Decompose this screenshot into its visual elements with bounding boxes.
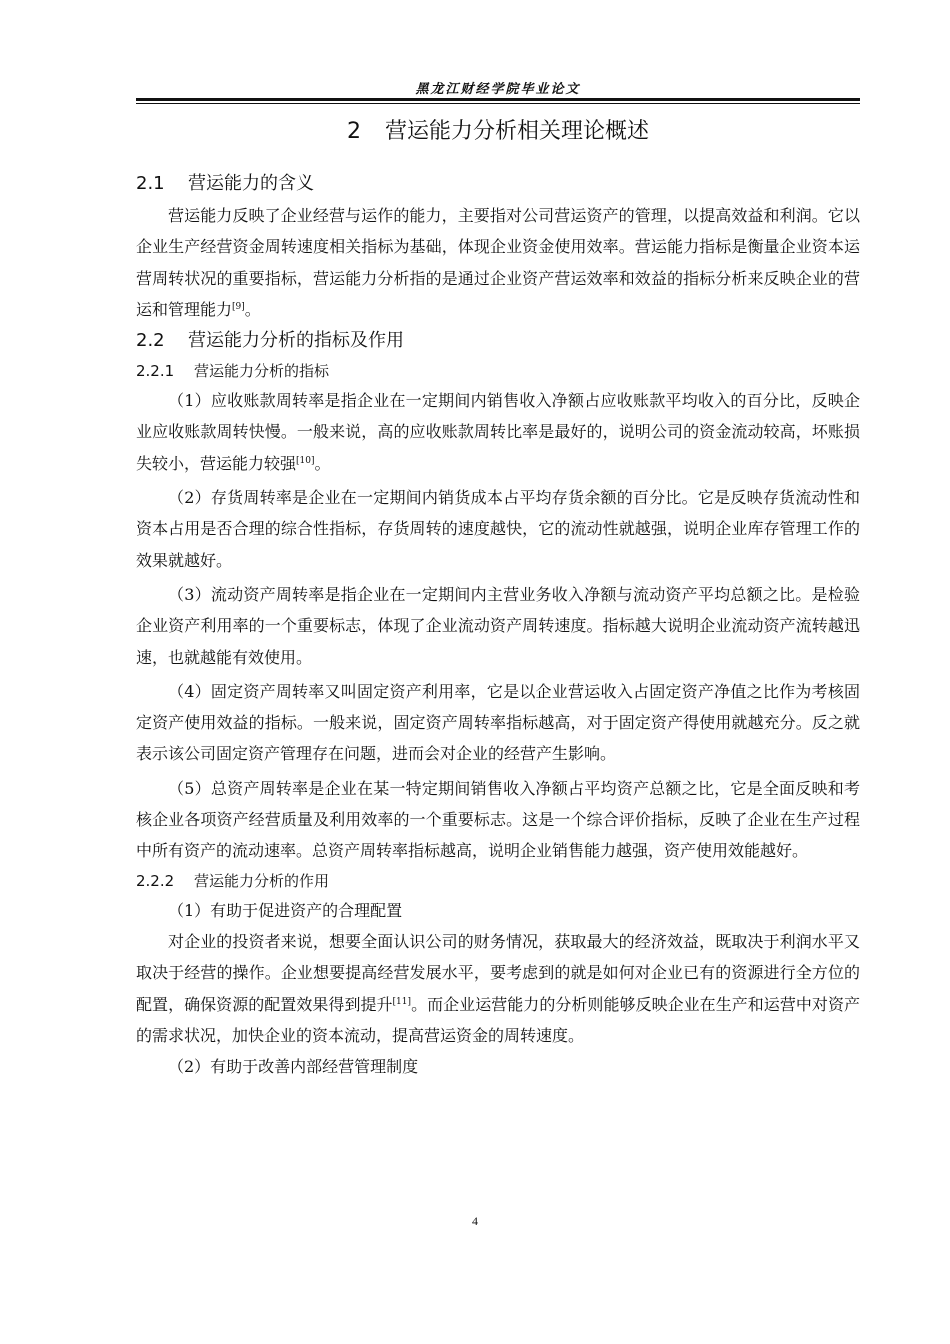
citation-ref: [9] (232, 301, 245, 312)
subsection-title: 营运能力分析的作用 (194, 871, 330, 890)
header-rule-thin (136, 103, 860, 104)
section-title: 营运能力分析的指标及作用 (188, 330, 404, 352)
indicator-item-4: （4）固定资产周转率又叫固定资产利用率，它是以企业营运收入占固定资产净值之比作为考核固定资产使用效益的指标。一般来说，固定资产周转率指标越高，对于固定资产得使用就越充分。反之就表示该公司固定资产管理存在问题，进而会对企业的经营产生影响。 (136, 681, 860, 764)
section-title: 营运能力的含义 (188, 173, 314, 194)
section-number: 2.2 (136, 330, 165, 352)
citation-ref: [11] (392, 996, 412, 1007)
paragraph-end: 。 (244, 299, 261, 319)
subsection-number: 2.2.1 (136, 362, 175, 381)
section-number: 2.1 (136, 173, 165, 194)
paragraph-text: （1）应收账款周转率是指企业在一定期间内销售收入净额占应收账款平均收入的百分比，反映企业应收账款周转快慢。一般来说，高的应收账款周转比率是最好的，说明公司的资金流动较高，坏账损失较小，营运能力较强 (136, 391, 860, 473)
paragraph-2-1 (136, 200, 860, 325)
running-header: 黑龙江财经学院毕业论文 (415, 82, 581, 97)
subsection-heading-2-2-1 (136, 357, 860, 385)
section-heading-2-1 (136, 168, 860, 200)
paragraph-text: 营运能力反映了企业经营与运作的能力，主要指对公司营运资产的管理，以提高效益和利润。它以企业生产经营资金周转速度相关指标为基础，体现企业资金使用效率。营运能力指标是衡量企业资本运营周转状况的重要指标，营运能力分析指的是通过企业资产营运效率和效益的指标分析来反映企业的营运和管理能力 (136, 206, 860, 319)
chapter-heading (136, 112, 860, 152)
page-number: 4 (472, 1214, 478, 1228)
chapter-title: 营运能力分析相关理论概述 (384, 119, 649, 144)
indicator-item-2: （2）存货周转率是企业在一定期间内销货成本占平均存货余额的百分比。它是反映存货流动性和资本占用是否合理的综合性指标，存货周转的速度越快，它的流动性就越强，说明企业库存管理工作的效果就越好。 (136, 488, 860, 570)
indicator-item-3: （3）流动资产周转率是指企业在一定期间内主营业务收入净额与流动资产平均总额之比。是检验企业资产利用率的一个重要标志，体现了企业流动资产周转速度。指标越大说明企业流动资产流转越迅速，也就越能有效使用。 (136, 584, 860, 667)
subsection-title: 营运能力分析的指标 (194, 362, 330, 381)
indicator-item-5: （5）总资产周转率是企业在某一特定期间销售收入净额占平均资产总额之比，它是全面反映和考核企业各项资产经营质量及利用效率的一个重要标志。这是一个综合评价指标，反映了企业在生产过程中所有资产的流动速率。总资产周转率指标越高，说明企业销售能力越强，资产使用效能越好。 (136, 778, 860, 861)
role-paragraph-1 (136, 926, 860, 1051)
indicator-item-1 (136, 385, 860, 479)
section-heading-2-2 (136, 325, 860, 357)
role-subheading-2: （2）有助于改善内部经营管理制度 (168, 1057, 419, 1077)
header-rule-thick (136, 98, 860, 101)
chapter-number: 2 (346, 119, 361, 144)
page-body (136, 112, 860, 1082)
subsection-heading-2-2-2 (136, 867, 860, 895)
paragraph-end: 。 (314, 453, 331, 473)
subsection-number: 2.2.2 (136, 871, 175, 890)
paragraph-text-rest: 。而企业运营能力的分析则能够反映企业在生产和运营中对资产的需求状况，加快企业的资本流动，提高营运资金的周转速度。 (136, 994, 860, 1045)
paragraph-text: 对企业的投资者来说，想要全面认识公司的财务情况，获取最大的经济效益，既取决于利润水平又取决于经营的操作。企业想要提高经营发展水平，要考虑到的就是如何对企业已有的资源进行全方位的配置，确保资源的配置效果得到提升 (136, 931, 860, 1014)
citation-ref: [10] (296, 455, 315, 466)
role-subheading-1: （1）有助于促进资产的合理配置 (168, 900, 403, 920)
